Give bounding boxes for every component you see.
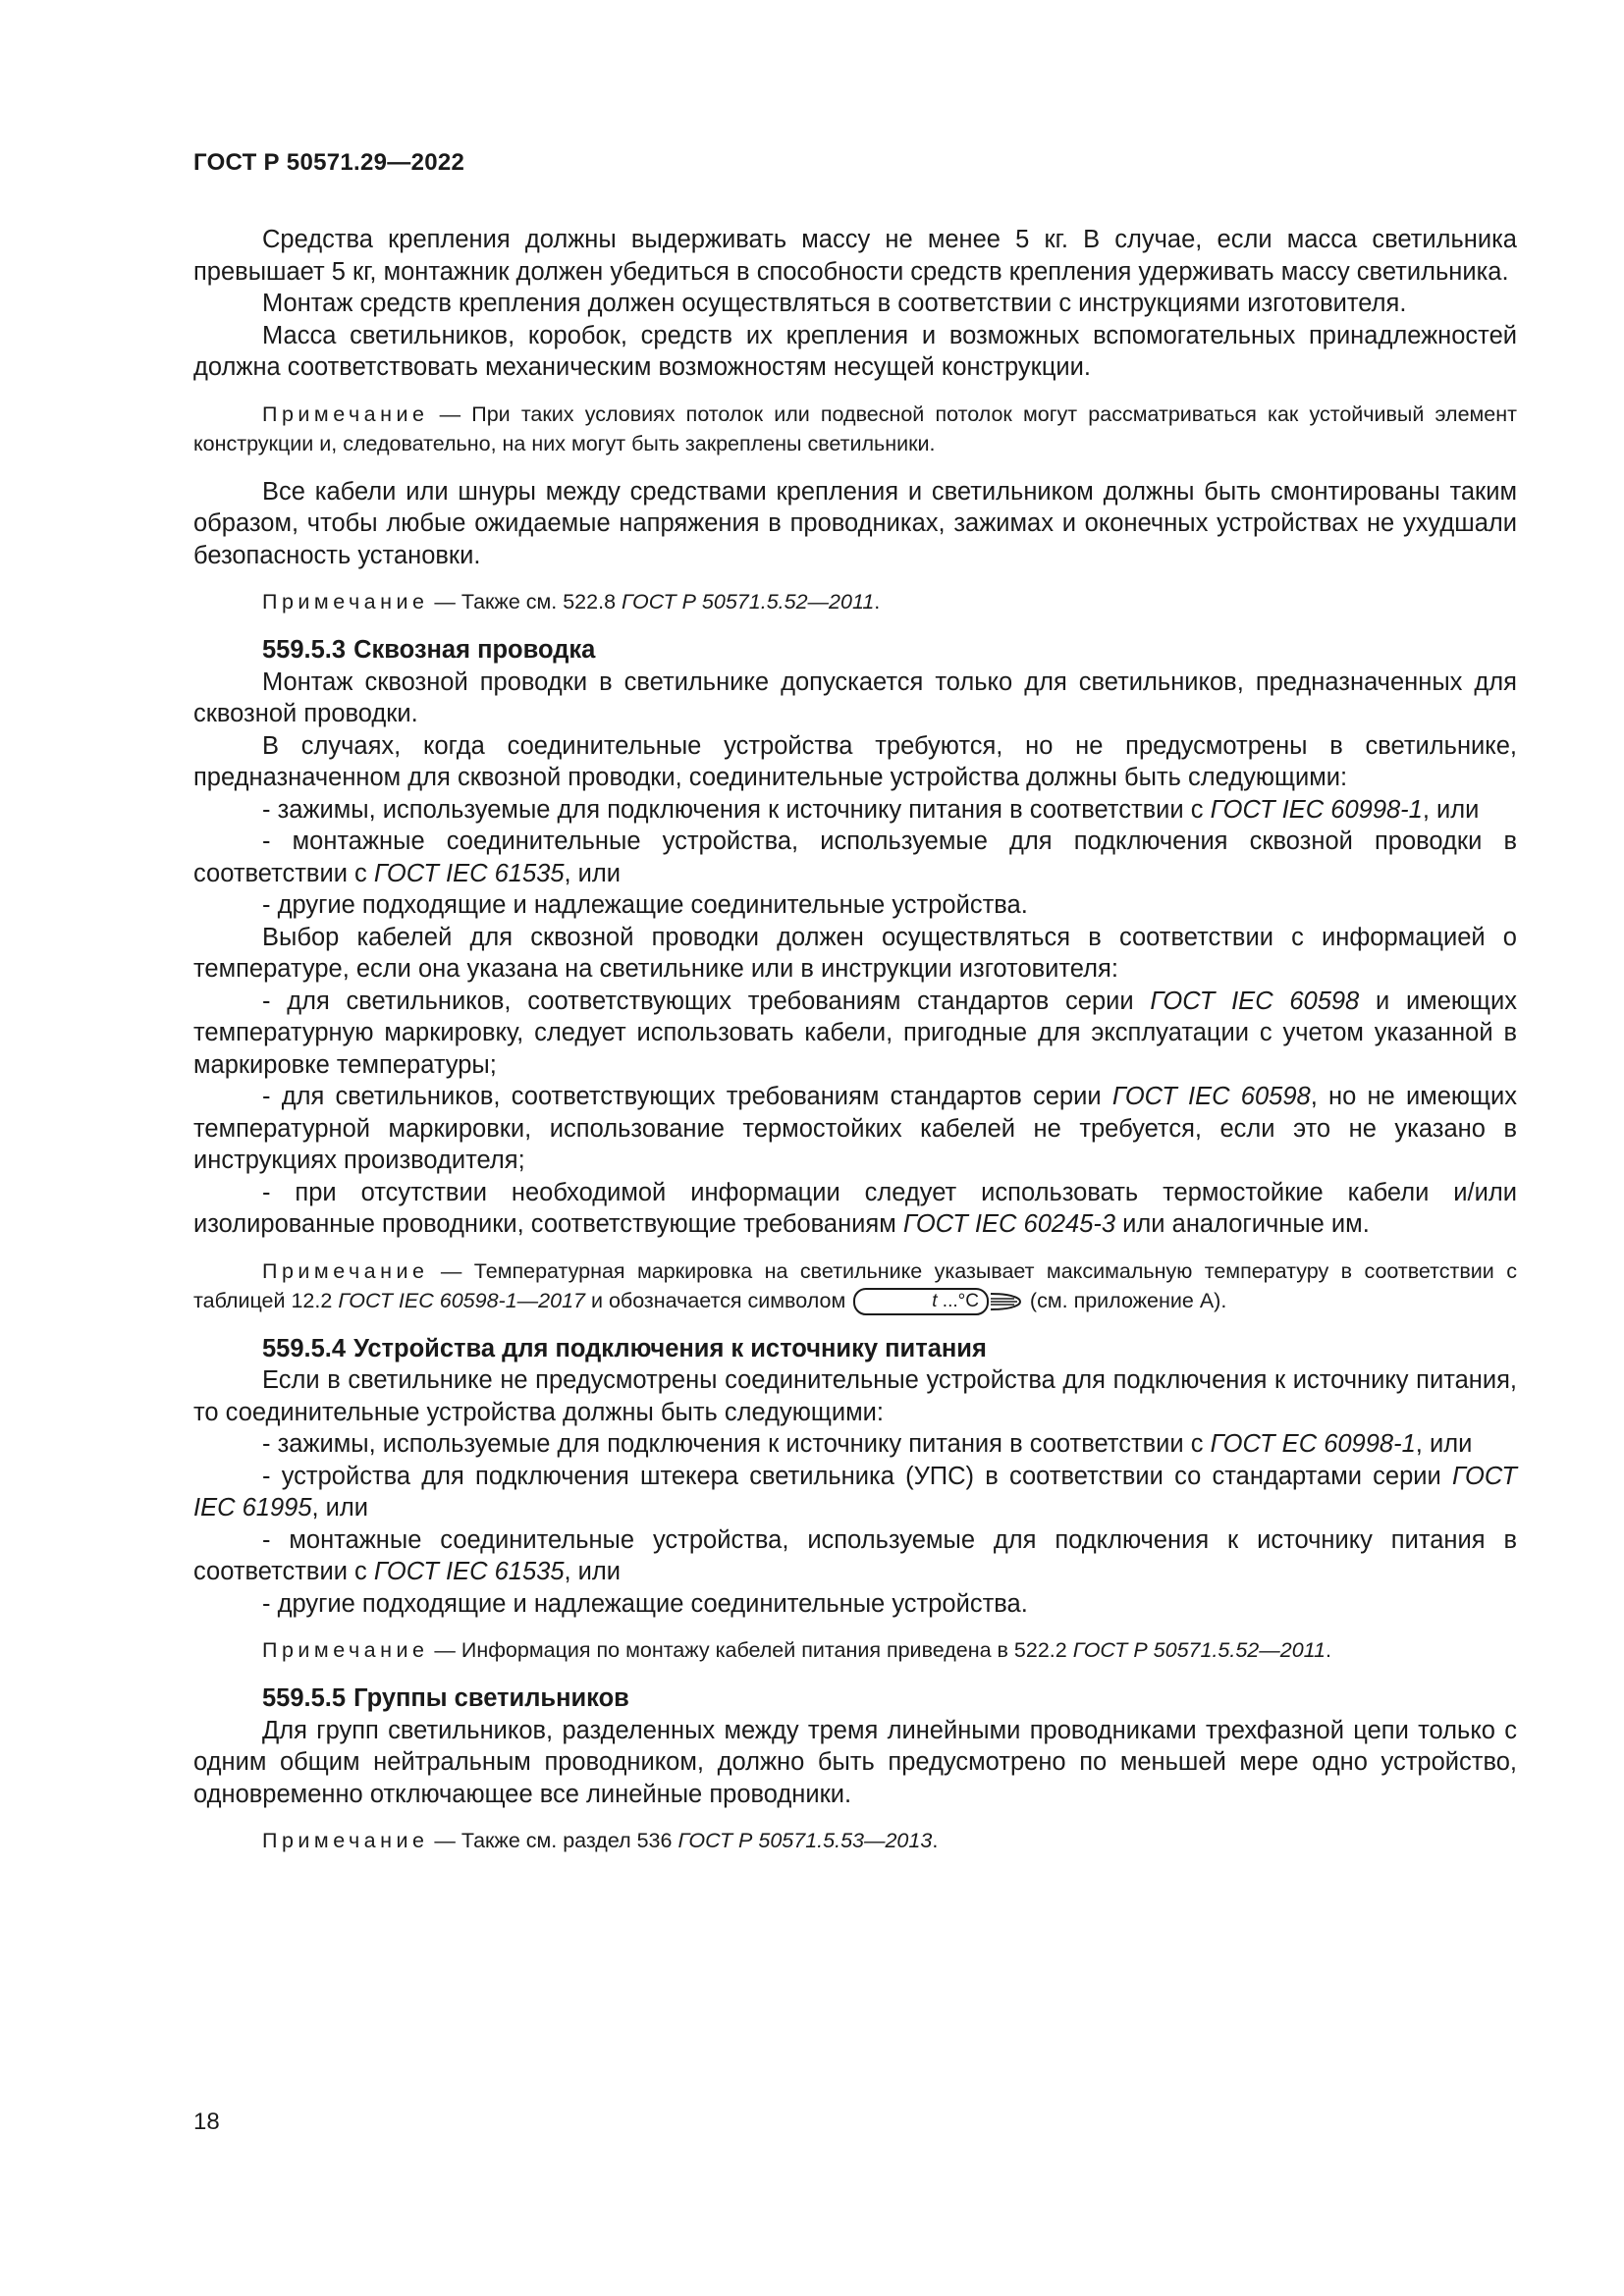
list-item bbox=[193, 1177, 1517, 1241]
document-header: ГОСТ Р 50571.29—2022 bbox=[193, 149, 465, 176]
symbol-t: t bbox=[932, 1290, 938, 1311]
paragraph: Для групп светильников, разделенных между тремя линейными проводниками трехфазной цепи только с одним общим нейтральным проводником, должно быть предусмотрено по меньшей мере одно устройство, одновременно отключающее все линейные проводники. bbox=[193, 1716, 1517, 1808]
note-text: . bbox=[874, 590, 881, 614]
note-text: (см. приложение А). bbox=[1023, 1288, 1227, 1312]
paragraph: Монтаж средств крепления должен осуществляться в соответствии с инструкциями изготовителя. bbox=[262, 290, 1407, 317]
note-label: Примечание bbox=[262, 1829, 429, 1853]
cable-icon bbox=[989, 1289, 1022, 1314]
list-item bbox=[193, 1524, 1517, 1588]
standard-reference: ГОСТ IEC 61995 bbox=[193, 1462, 1517, 1522]
note-text: и обозначается символом bbox=[584, 1288, 852, 1312]
list-item: - другие подходящие и надлежащие соединительные устройства. bbox=[262, 1589, 1028, 1618]
standard-reference: ГОСТ IEC 61535 bbox=[373, 1558, 565, 1586]
list-item bbox=[193, 826, 1517, 889]
list-item bbox=[193, 986, 1517, 1082]
standard-reference: ГОСТ IEC 60598 bbox=[1111, 1083, 1311, 1110]
text: , или bbox=[564, 859, 622, 887]
note-text: — Температурная маркировка на светильнике указывает максимальную температуру в соответствии с таблицей 12.2 bbox=[193, 1258, 1517, 1312]
note bbox=[193, 400, 1517, 458]
section-number: 559.5.5 bbox=[262, 1684, 347, 1713]
paragraph: Средства крепления должны выдерживать массу не менее 5 кг. В случае, если масса светильника превышает 5 кг, монтажник должен убедиться в способности средств крепления удерживать массу светильника. bbox=[193, 226, 1517, 286]
text: , или bbox=[311, 1494, 369, 1522]
note-text: — Также см. 522.8 bbox=[428, 590, 622, 614]
list-item bbox=[193, 794, 1517, 827]
note-text: . bbox=[932, 1829, 939, 1853]
standard-reference: ГОСТ IEC 60598 bbox=[1150, 987, 1360, 1015]
note-text: . bbox=[1326, 1638, 1331, 1663]
note-label: Примечание bbox=[262, 1258, 429, 1283]
section-heading bbox=[193, 634, 1517, 667]
list-item bbox=[193, 1081, 1517, 1177]
note-text: — Информация по монтажу кабелей питания приведена в 522.2 bbox=[428, 1638, 1073, 1663]
section-heading bbox=[193, 1682, 1517, 1715]
list-item bbox=[193, 1461, 1517, 1524]
standard-reference: ГОСТ Р 50571.5.53—2013 bbox=[677, 1829, 933, 1853]
paragraph: В случаях, когда соединительные устройства требуются, но не предусмотрены в светильнике, предназначенном для сквозной проводки, соединительные устройства должны быть следующими: bbox=[193, 731, 1517, 791]
note-text: — При таких условиях потолок или подвесной потолок могут рассматриваться как устойчивый элемент конструкции и, следовательно, на них могут быть закреплены светильники. bbox=[193, 401, 1517, 455]
note bbox=[193, 1826, 1517, 1855]
text: , или bbox=[1415, 1430, 1473, 1459]
text: и имеющих температурную маркировку, следует использовать кабели, пригодные для эксплуатации с учетом указанной в маркировке температуры; bbox=[193, 987, 1517, 1079]
text: - для светильников, соответствующих требованиям стандартов серии bbox=[262, 1083, 1112, 1110]
section-title: Устройства для подключения к источнику питания bbox=[353, 1334, 987, 1362]
note-text: — Также см. раздел 536 bbox=[428, 1829, 678, 1853]
paragraph: Все кабели или шнуры между средствами крепления и светильником должны быть смонтированы таким образом, чтобы любые ожидаемые напряжения в проводниках, зажимах и оконечных устройствах не ухудшали безопасность установки. bbox=[193, 477, 1517, 569]
standard-reference: ГОСТ IEC 60598-1—2017 bbox=[338, 1288, 585, 1312]
note bbox=[193, 1635, 1517, 1665]
paragraph: Выбор кабелей для сквозной проводки должен осуществляться в соответствии с информацией о температуре, если она указана на светильнике или в инструкции изготовителя: bbox=[193, 923, 1517, 983]
section-number: 559.5.3 bbox=[262, 636, 347, 664]
text: или аналогичные им. bbox=[1115, 1210, 1370, 1238]
document-body bbox=[193, 224, 1517, 1873]
paragraph: Если в светильнике не предусмотрены соединительные устройства для подключения к источнику питания, то соединительные устройства должны быть следующими: bbox=[193, 1366, 1517, 1426]
text: , или bbox=[564, 1558, 622, 1586]
paragraph: Масса светильников, коробок, средств их крепления и возможных вспомогательных принадлежностей должна соответствовать механическим возможностям несущей конструкции. bbox=[193, 321, 1517, 381]
note-label: Примечание bbox=[262, 590, 429, 614]
text: - для светильников, соответствующих требованиям стандартов серии bbox=[262, 987, 1151, 1015]
temperature-marking-symbol bbox=[853, 1288, 1022, 1315]
note-label: Примечание bbox=[262, 401, 429, 426]
section-number: 559.5.4 bbox=[262, 1334, 347, 1362]
page-number: 18 bbox=[193, 2109, 220, 2135]
standard-reference: ГОСТ Р 50571.5.52—2011 bbox=[622, 590, 875, 614]
text: - при отсутствии необходимой информации следует использовать термостойкие кабели и/или изолированные проводники, соответствующие требованиям bbox=[193, 1178, 1517, 1238]
text: - зажимы, используемые для подключения к источнику питания в соответствии с bbox=[262, 1430, 1211, 1459]
symbol-degrees: ...°C bbox=[937, 1290, 979, 1311]
text: - монтажные соединительные устройства, используемые для подключения сквозной проводки в соответствии с bbox=[193, 828, 1517, 887]
text: , но не имеющих температурной маркировки, использование термостойких кабелей не требуется, если это не указано в инструкциях производителя; bbox=[193, 1083, 1518, 1174]
section-heading bbox=[193, 1333, 1517, 1365]
temperature-symbol-box bbox=[853, 1288, 989, 1315]
text: - монтажные соединительные устройства, используемые для подключения к источнику питания в соответствии с bbox=[193, 1525, 1517, 1586]
text: - зажимы, используемые для подключения к источнику питания в соответствии с bbox=[262, 795, 1211, 824]
standard-reference: ГОСТ ЕС 60998-1 bbox=[1210, 1430, 1416, 1459]
section-title: Сквозная проводка bbox=[353, 636, 596, 664]
standard-reference: ГОСТ IEC 60998-1 bbox=[1210, 795, 1423, 824]
section-title: Группы светильников bbox=[353, 1684, 629, 1713]
standard-reference: ГОСТ IEC 60245-3 bbox=[902, 1210, 1116, 1238]
standard-reference: ГОСТ IEC 61535 bbox=[373, 859, 565, 887]
list-item: - другие подходящие и надлежащие соединительные устройства. bbox=[262, 891, 1028, 919]
text: , или bbox=[1422, 795, 1480, 824]
note-label: Примечание bbox=[262, 1638, 429, 1663]
note bbox=[193, 1256, 1517, 1315]
text: - устройства для подключения штекера светильника (УПС) в соответствии со стандартами серии bbox=[262, 1462, 1452, 1490]
standard-reference: ГОСТ Р 50571.5.52—2011 bbox=[1072, 1638, 1326, 1663]
list-item bbox=[193, 1428, 1517, 1461]
paragraph: Монтаж сквозной проводки в светильнике допускается только для светильников, предназначенных для сквозной проводки. bbox=[193, 667, 1517, 727]
note bbox=[193, 587, 1517, 616]
